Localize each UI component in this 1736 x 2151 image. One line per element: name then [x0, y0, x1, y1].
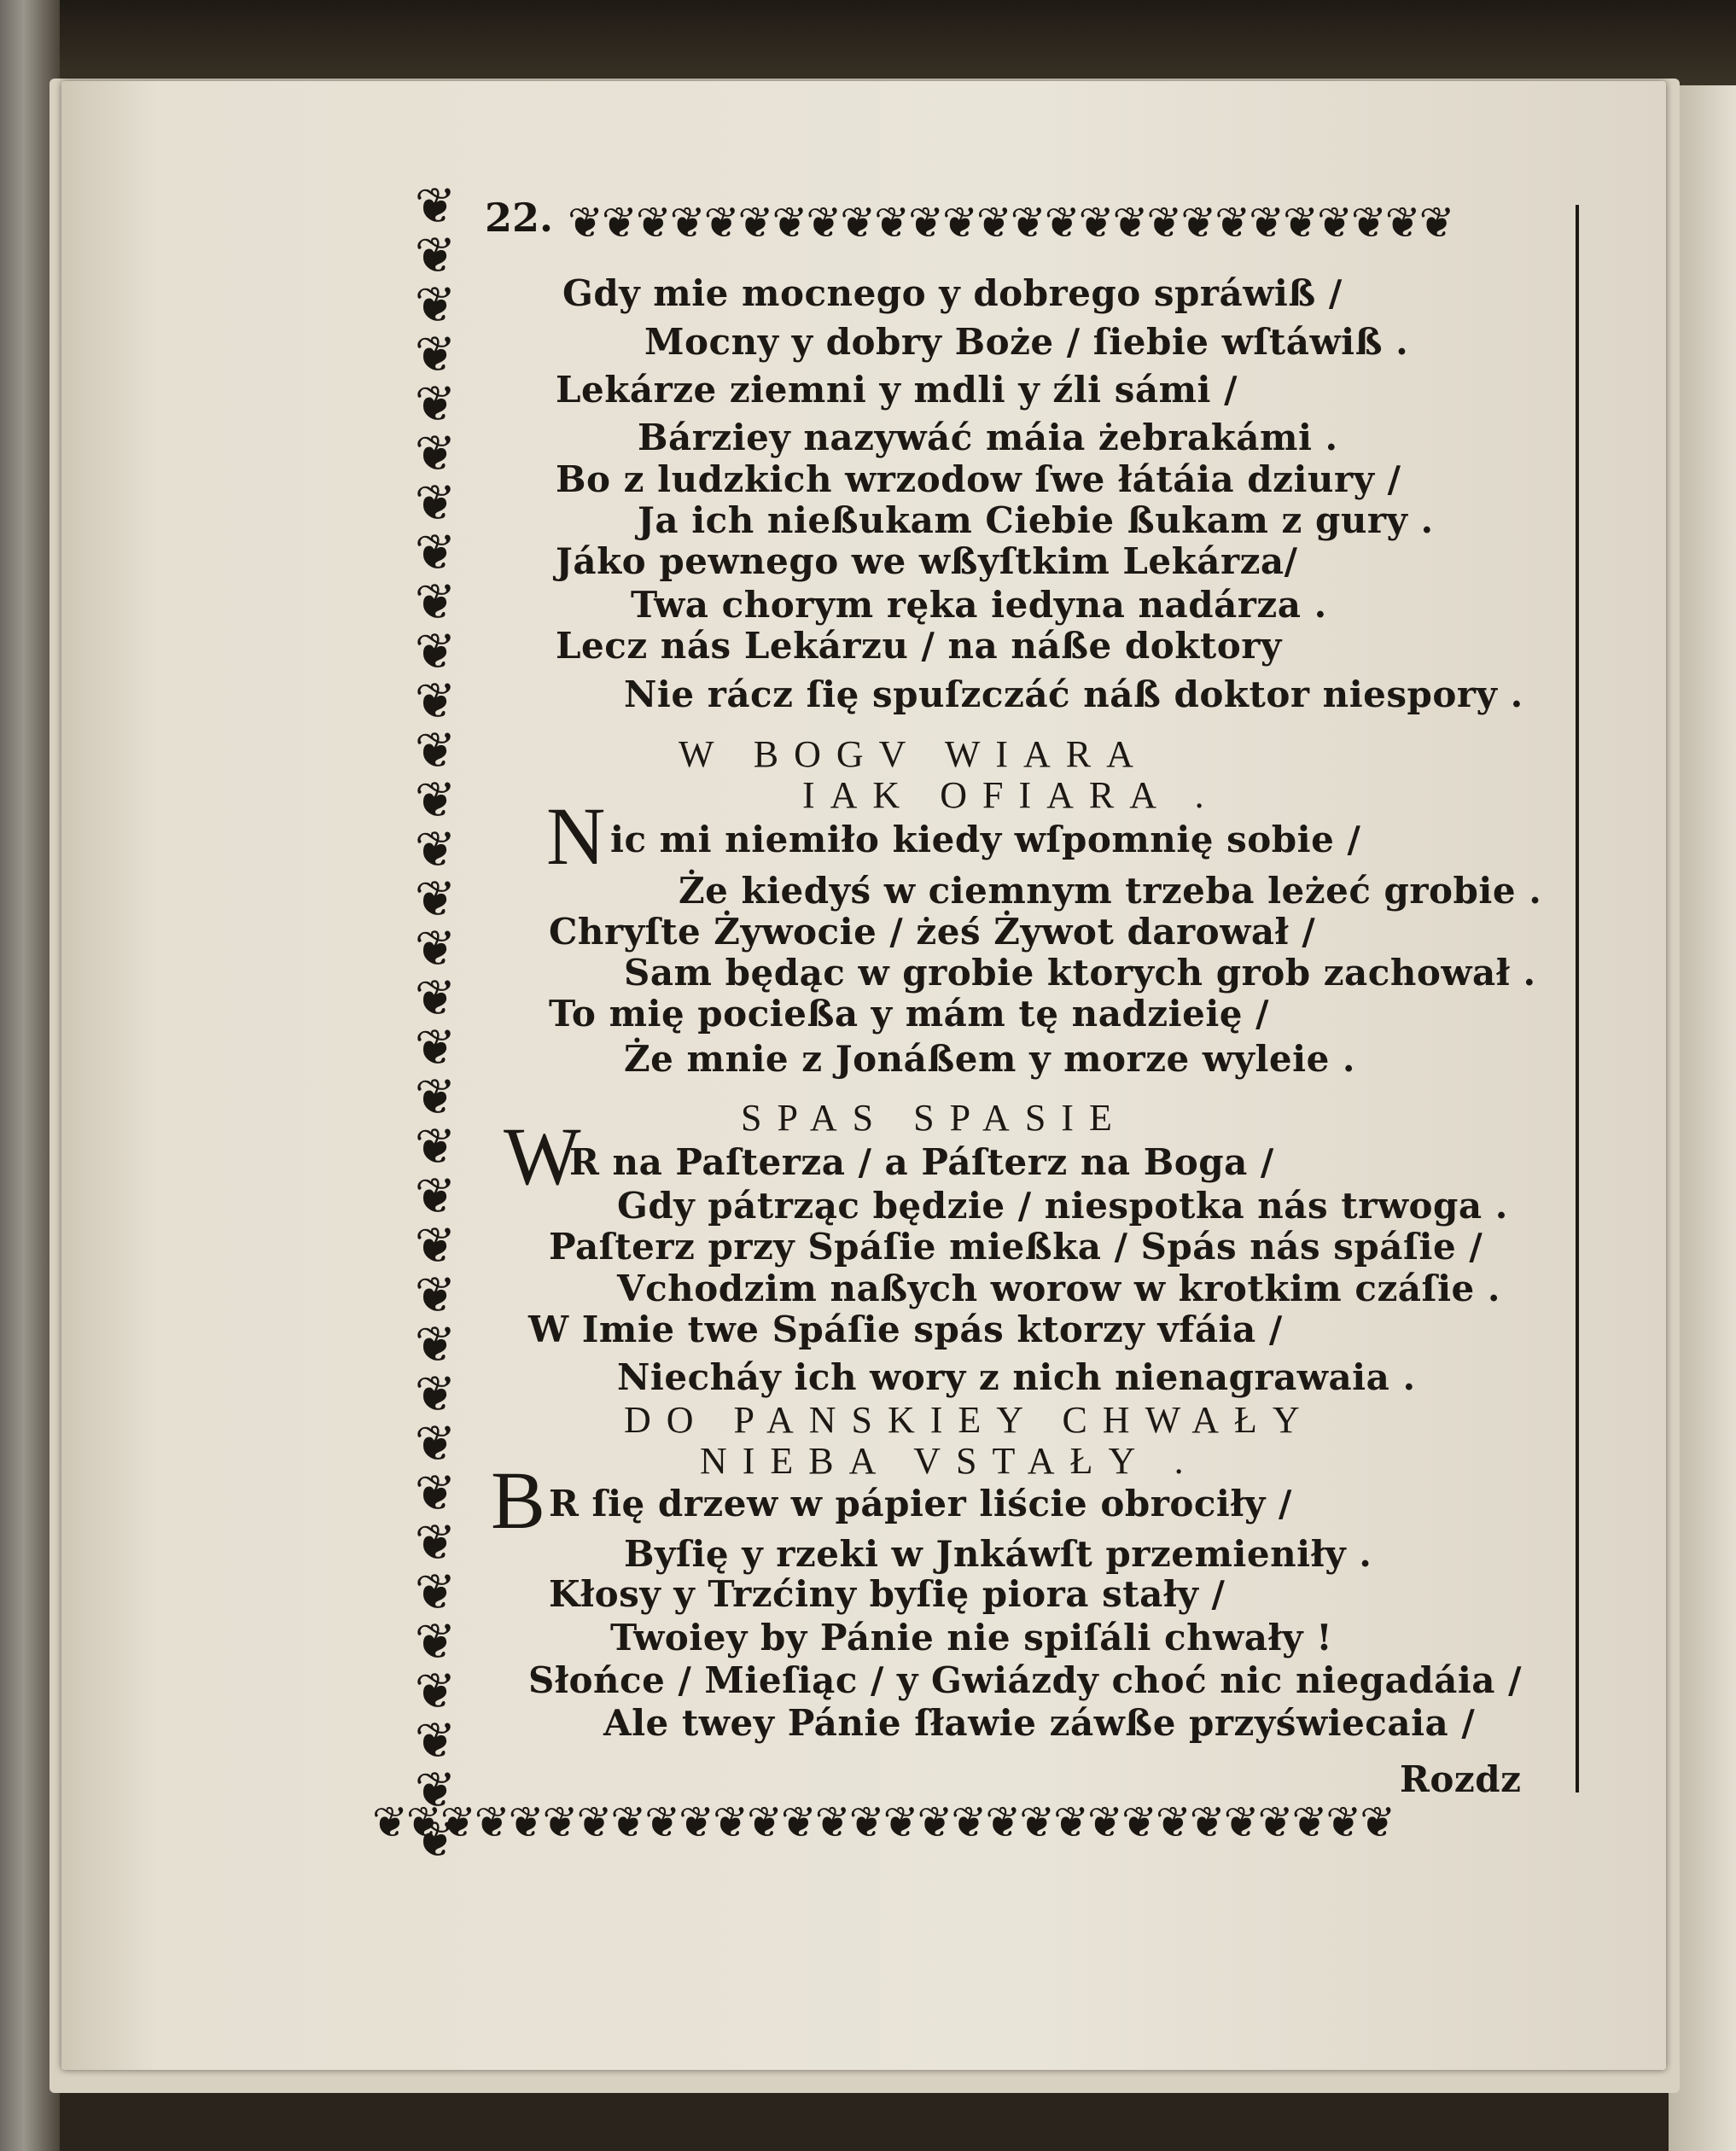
- verse-line: Gdy pátrząc będzie / niespotka nás trwoga .: [617, 1185, 1508, 1227]
- verse-line: R na Paſterza / a Páſterz na Boga /: [569, 1141, 1274, 1183]
- right-border-rule: [1576, 205, 1579, 1792]
- section-heading: DO PANSKIEY CHWAŁY: [624, 1399, 1315, 1441]
- fleuron-ornament-icon: [942, 201, 976, 248]
- fleuron-ornament-icon: [1087, 1801, 1121, 1847]
- verse-line: Niecháy ich wory z nich nienagrawaia .: [617, 1356, 1416, 1398]
- verse-line: Lekárze ziemni y mdli y źli sámi /: [556, 369, 1238, 411]
- fleuron-ornament-icon: [388, 1122, 482, 1171]
- verse-line: Kłosy y Trzćiny byſię piora stały /: [549, 1573, 1226, 1615]
- fleuron-ornament-icon: [568, 201, 602, 248]
- fleuron-ornament-icon: [388, 1419, 482, 1468]
- fleuron-ornament-icon: [509, 1801, 543, 1847]
- fleuron-ornament-icon: [1317, 201, 1351, 248]
- fleuron-ornament-icon: [388, 577, 482, 627]
- fleuron-ornament-icon: [1258, 1801, 1292, 1847]
- fleuron-ornament-icon: [388, 1369, 482, 1419]
- fleuron-ornament-icon: [388, 627, 482, 676]
- fleuron-ornament-icon: [1156, 1801, 1190, 1847]
- fleuron-ornament-icon: [772, 201, 806, 248]
- section-heading: IAK OFIARA .: [802, 774, 1220, 816]
- fleuron-ornament-icon: [1011, 201, 1045, 248]
- drop-cap: N: [546, 790, 606, 882]
- fleuron-ornament-icon: [644, 1801, 679, 1847]
- verse-line: Bárziey nazywáć máia żebrakámi .: [638, 417, 1338, 458]
- fleuron-ornament-icon: [602, 201, 636, 248]
- ornament-border-top: [568, 201, 1575, 258]
- section-heading: NIEBA VSTAŁY .: [700, 1440, 1199, 1482]
- fleuron-ornament-icon: [985, 1801, 1019, 1847]
- verse-line: Bo z ludzkich wrzodow ſwe łátáia dziury /: [556, 458, 1401, 500]
- verse-line: To mię pocießa y mám tę nadzieię /: [549, 993, 1269, 1035]
- verse-line: W Imie twe Spáſie spás ktorzy vfáia /: [528, 1309, 1283, 1350]
- fleuron-ornament-icon: [713, 1801, 747, 1847]
- fleuron-ornament-icon: [388, 1617, 482, 1666]
- fleuron-ornament-icon: [874, 201, 908, 248]
- fleuron-ornament-icon: [670, 201, 704, 248]
- verse-line: Że mnie z Jonáßem y morze wyleie .: [624, 1038, 1356, 1080]
- fleuron-ornament-icon: [908, 201, 942, 248]
- fleuron-ornament-icon: [1360, 1801, 1394, 1847]
- fleuron-ornament-icon: [1146, 201, 1180, 248]
- fleuron-ornament-icon: [976, 201, 1011, 248]
- verse-line: Jáko pewnego we wßyſtkim Lekárza/: [556, 540, 1298, 582]
- fleuron-ornament-icon: [388, 775, 482, 825]
- fleuron-ornament-icon: [1291, 1801, 1325, 1847]
- fleuron-ornament-icon: [1283, 201, 1317, 248]
- fleuron-ornament-icon: [388, 428, 482, 478]
- fleuron-ornament-icon: [610, 1801, 644, 1847]
- fleuron-ornament-icon: [388, 726, 482, 775]
- fleuron-ornament-icon: [704, 201, 738, 248]
- fleuron-ornament-icon: [918, 1801, 952, 1847]
- fleuron-ornament-icon: [388, 1270, 482, 1320]
- section-heading: W BOGV WIARA: [679, 733, 1149, 775]
- fleuron-ornament-icon: [1079, 201, 1113, 248]
- fleuron-ornament-icon: [388, 280, 482, 329]
- fleuron-ornament-icon: [388, 1765, 482, 1815]
- fleuron-ornament-icon: [388, 1171, 482, 1221]
- verse-line: Byſię y rzeki w Jnkáwſt przemieniły .: [624, 1533, 1372, 1575]
- fleuron-ornament-icon: [388, 1815, 482, 1859]
- fleuron-ornament-icon: [1224, 1801, 1258, 1847]
- ornament-border-left: [388, 181, 482, 1859]
- verse-line: Słońce / Mieſiąc / y Gwiázdy choć nic niegadáia /: [528, 1659, 1522, 1701]
- page-number: 22.: [485, 195, 554, 241]
- fleuron-ornament-icon: [815, 1801, 849, 1847]
- fleuron-ornament-icon: [1249, 201, 1283, 248]
- fleuron-ornament-icon: [388, 1666, 482, 1716]
- drop-cap: W: [504, 1110, 581, 1202]
- fleuron-ornament-icon: [388, 1221, 482, 1270]
- fleuron-ornament-icon: [636, 201, 670, 248]
- fleuron-ornament-icon: [849, 1801, 883, 1847]
- verse-line: Twoiey by Pánie nie spiſáli chwały !: [610, 1617, 1333, 1658]
- fleuron-ornament-icon: [840, 201, 874, 248]
- fleuron-ornament-icon: [738, 201, 772, 248]
- verse-line: Lecz nás Lekárzu / na náße doktory: [556, 625, 1282, 667]
- fleuron-ornament-icon: [388, 329, 482, 379]
- verse-line: Vchodzim naßych worow w krotkim czáſie .: [617, 1268, 1500, 1309]
- fleuron-ornament-icon: [1180, 201, 1215, 248]
- verse-line: R ſię drzew w pápier liście obrociły /: [549, 1483, 1292, 1524]
- fleuron-ornament-icon: [747, 1801, 781, 1847]
- fleuron-ornament-icon: [388, 874, 482, 924]
- fleuron-ornament-icon: [388, 973, 482, 1023]
- fleuron-ornament-icon: [388, 1716, 482, 1765]
- fleuron-ornament-icon: [388, 1023, 482, 1072]
- fleuron-ornament-icon: [1019, 1801, 1053, 1847]
- verse-line: Twa chorym ręka iedyna nadárza .: [631, 584, 1327, 626]
- fleuron-ornament-icon: [1113, 201, 1147, 248]
- fleuron-ornament-icon: [388, 181, 482, 230]
- fleuron-ornament-icon: [1419, 201, 1453, 248]
- section-heading: SPAS SPASIE: [741, 1097, 1127, 1139]
- fleuron-ornament-icon: [1053, 1801, 1087, 1847]
- drop-cap: B: [491, 1454, 546, 1546]
- fleuron-ornament-icon: [388, 1567, 482, 1617]
- verse-line: Mocny y dobry Boże / ſiebie wſtáwiß .: [644, 321, 1409, 363]
- fleuron-ornament-icon: [388, 478, 482, 528]
- verse-line: Ja ich nießukam Ciebie ßukam z gury .: [638, 499, 1434, 541]
- verse-line: Nie rácz ſię spuſzczáć náß doktor niespory .: [624, 673, 1523, 715]
- fleuron-ornament-icon: [576, 1801, 610, 1847]
- fleuron-ornament-icon: [388, 528, 482, 577]
- fleuron-ornament-icon: [1190, 1801, 1224, 1847]
- fleuron-ornament-icon: [1215, 201, 1249, 248]
- verse-line: Gdy mie mocnego y dobrego spráwiß /: [562, 272, 1343, 314]
- fleuron-ornament-icon: [883, 1801, 918, 1847]
- fleuron-ornament-icon: [679, 1801, 713, 1847]
- verse-line: Chryſte Żywocie / żeś Żywot darował /: [549, 911, 1316, 953]
- fleuron-ornament-icon: [388, 1518, 482, 1567]
- fleuron-ornament-icon: [1325, 1801, 1360, 1847]
- fleuron-ornament-icon: [1351, 201, 1385, 248]
- fleuron-ornament-icon: [388, 676, 482, 726]
- fleuron-ornament-icon: [388, 1468, 482, 1518]
- fleuron-ornament-icon: [951, 1801, 985, 1847]
- fleuron-ornament-icon: [388, 379, 482, 428]
- catchword: Rozdz: [1400, 1758, 1522, 1800]
- verse-line: Sam będąc w grobie ktorych grob zachował .: [624, 952, 1536, 994]
- verse-line: ic mi niemiło kiedy wſpomnię sobie /: [610, 819, 1361, 860]
- fleuron-ornament-icon: [388, 825, 482, 874]
- book-cover-top: [0, 0, 1736, 85]
- fleuron-ornament-icon: [388, 1072, 482, 1122]
- fleuron-ornament-icon: [806, 201, 840, 248]
- fleuron-ornament-icon: [388, 230, 482, 280]
- verse-line: Ale twey Pánie ſławie záwße przyświecaia /: [603, 1702, 1476, 1744]
- fleuron-ornament-icon: [1385, 201, 1419, 248]
- fleuron-ornament-icon: [543, 1801, 577, 1847]
- fleuron-ornament-icon: [781, 1801, 815, 1847]
- fleuron-ornament-icon: [1121, 1801, 1156, 1847]
- fleuron-ornament-icon: [388, 924, 482, 973]
- verse-line: Paſterz przy Spáſie mießka / Spás nás spáſie /: [549, 1226, 1483, 1268]
- fleuron-ornament-icon: [1045, 201, 1079, 248]
- verse-line: Że kiedyś w ciemnym trzeba leżeć grobie .: [679, 870, 1542, 912]
- fleuron-ornament-icon: [388, 1320, 482, 1369]
- ornament-border-bottom: [372, 1801, 1558, 1857]
